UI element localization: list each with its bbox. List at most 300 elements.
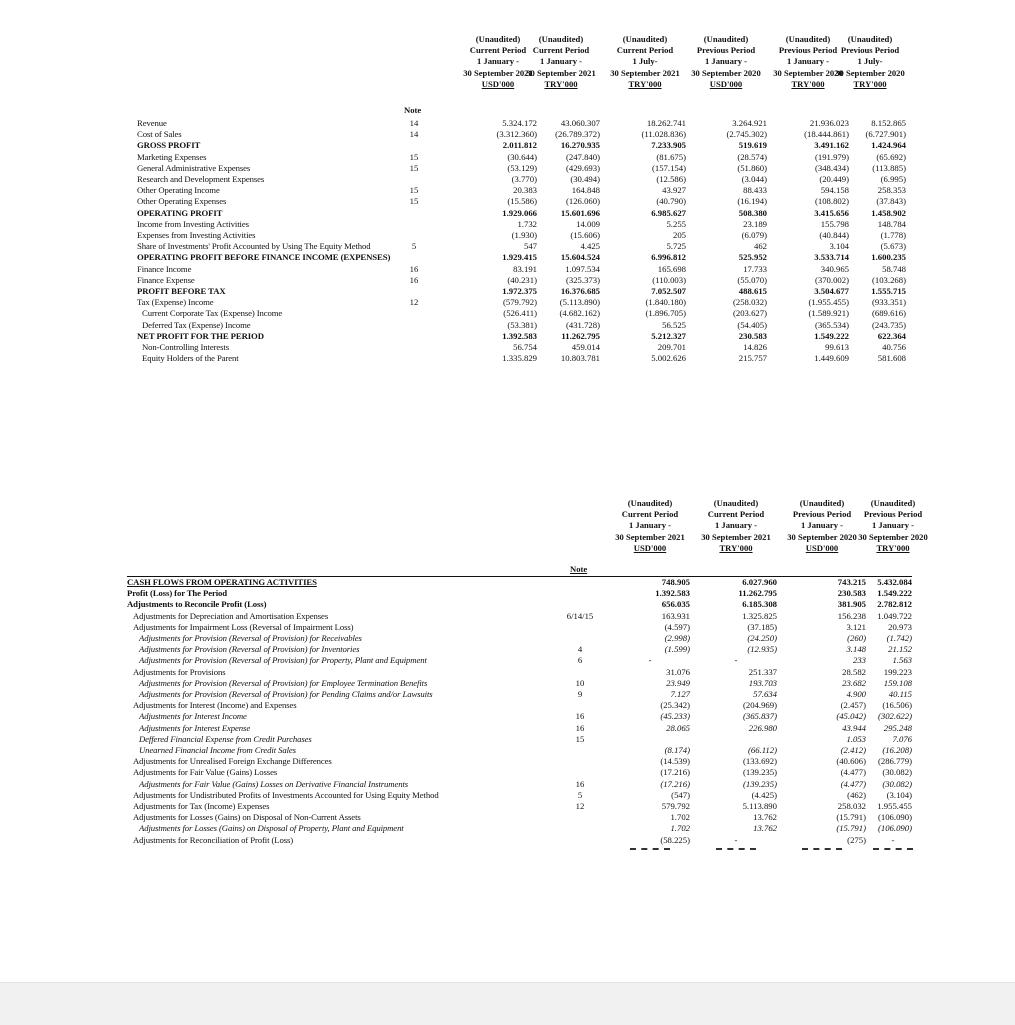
- row-value: (4.597): [664, 621, 690, 632]
- row-value: 579.792: [661, 801, 690, 811]
- row-value: 3.148: [846, 644, 866, 655]
- row-value: (1.840.180): [645, 297, 686, 308]
- row-value: (11.028.836): [641, 129, 686, 140]
- row-label: Adjustments for Provision (Reversal of Provision) for Pending Claims and/or Lawsuits: [139, 689, 433, 699]
- column-header-line: 30 September 2021: [615, 531, 685, 542]
- row-label: Tax (Expense) Income: [137, 297, 214, 308]
- row-note: 15: [409, 185, 419, 196]
- row-value: (4.477): [840, 778, 866, 789]
- row-value: (1.589.921): [808, 308, 849, 319]
- row-label: Marketing Expenses: [137, 151, 207, 162]
- row-value: 7.076: [892, 733, 912, 744]
- row-value: (133.692): [742, 756, 777, 767]
- row-note: 15: [409, 196, 419, 207]
- row-label: Adjustments to Reconcile Profit (Loss): [127, 599, 267, 610]
- row-value: 40.115: [888, 689, 912, 699]
- row-note: 15: [409, 151, 419, 162]
- note-column-header: Note: [404, 105, 422, 115]
- row-value: (275): [847, 834, 866, 845]
- row-value: (45.042): [836, 711, 866, 722]
- row-note: 10: [575, 677, 585, 688]
- row-value: 5.255: [666, 218, 686, 229]
- row-note: 6/14/15: [566, 610, 594, 621]
- column-header-line: USD'000: [633, 542, 667, 553]
- row-value: 156.238: [837, 610, 866, 621]
- row-value: 1.600.235: [871, 252, 906, 263]
- row-value: (30.082): [882, 778, 912, 789]
- note-column-header: Note: [570, 564, 588, 574]
- row-value: 16.270.935: [560, 140, 600, 151]
- row-value: 508.380: [738, 207, 767, 218]
- row-value: (579.792): [502, 297, 537, 308]
- row-label: General Administrative Expenses: [137, 162, 251, 173]
- row-value: 1.732: [517, 218, 537, 229]
- row-label: Adjustments for Interest (Income) and Expenses: [133, 700, 297, 711]
- row-label: NET PROFIT FOR THE PERIOD: [137, 330, 264, 341]
- row-value: (5.113.890): [559, 297, 600, 308]
- row-value: 519.619: [738, 140, 767, 151]
- row-label: Adjustments for Impairment Loss (Reversal of Impairment Loss): [133, 621, 354, 632]
- row-value: 56.754: [513, 342, 537, 352]
- row-value: 209.701: [657, 342, 686, 352]
- column-header-line: TRY'000: [719, 542, 753, 553]
- row-value: (81.675): [656, 151, 686, 162]
- column-header-line: (Unaudited): [622, 34, 668, 44]
- row-label: Adjustments for Depreciation and Amortisation Expenses: [133, 610, 329, 621]
- column-header: [691, 498, 781, 554]
- row-value: 3.121: [846, 621, 866, 632]
- column-header-line: USD'000: [805, 542, 839, 553]
- row-value: 4.900: [846, 689, 866, 699]
- row-value: 1.955.455: [877, 801, 912, 811]
- row-value: (15.791): [836, 812, 866, 823]
- row-note: 12: [409, 297, 419, 308]
- column-header-line: (Unaudited): [627, 498, 673, 508]
- row-value: (4.477): [840, 767, 866, 778]
- truncated-row-mark: [873, 848, 913, 850]
- column-header-line: TRY'000: [544, 78, 578, 89]
- column-header-line: USD'000: [481, 78, 515, 89]
- truncated-row-mark: [802, 848, 842, 850]
- row-value: 7.233.905: [651, 140, 686, 151]
- truncated-row-mark: [716, 848, 756, 850]
- row-value: (12.935): [747, 644, 777, 655]
- row-label: Deferred Tax (Expense) Income: [142, 319, 251, 330]
- row-value: (8.174): [664, 745, 690, 755]
- row-value: 193.703: [748, 677, 777, 688]
- column-header-line: TRY'000: [853, 78, 887, 89]
- row-value: 23.189: [743, 218, 767, 229]
- row-value: (16.208): [882, 745, 912, 755]
- row-value: (126.060): [565, 196, 600, 207]
- row-value: 5.324.172: [502, 118, 537, 128]
- column-header-line: 1 January -: [714, 520, 758, 531]
- row-value: 15.601.696: [560, 207, 600, 218]
- column-header-line: 1 January -: [800, 520, 844, 531]
- row-value: 5.212.327: [651, 330, 686, 341]
- row-value: (66.112): [747, 745, 777, 755]
- row-label: PROFIT BEFORE TAX: [137, 286, 226, 296]
- column-header-line: (Unaudited): [703, 34, 749, 44]
- row-value: 5.725: [666, 241, 686, 252]
- row-value: (16.506): [882, 700, 912, 711]
- row-value: 251.337: [748, 666, 777, 677]
- row-value: 547: [523, 241, 537, 252]
- column-header-line: Previous Period: [840, 45, 900, 56]
- row-value: (1.955.455): [808, 297, 849, 308]
- column-header-line: 30 September 2021: [610, 67, 680, 78]
- row-value: 3.533.714: [814, 252, 849, 263]
- column-header-line: (Unaudited): [785, 34, 831, 44]
- row-value: 2.011.812: [502, 140, 537, 151]
- row-value: 622.364: [877, 330, 906, 341]
- row-value: (348.434): [814, 162, 849, 173]
- column-header-line: (Unaudited): [538, 34, 584, 44]
- row-value: (3.104): [886, 789, 912, 800]
- row-label: Adjustments for Provision (Reversal of Provision) for Receivables: [139, 633, 362, 643]
- row-value: 3.264.921: [732, 118, 767, 128]
- row-value: 6.185.308: [742, 599, 777, 610]
- row-value: 164.848: [571, 185, 600, 196]
- row-value: (106.090): [877, 812, 912, 823]
- row-value: 43.060.307: [560, 118, 600, 128]
- row-value: (5.673): [880, 241, 906, 252]
- row-value: (54.405): [737, 319, 767, 330]
- row-value: 1.563: [892, 655, 912, 666]
- row-label: Adjustments for Provision (Reversal of Provision) for Employee Termination Benefits: [139, 677, 428, 688]
- column-header-line: Current Period: [621, 509, 679, 520]
- row-value: (15.606): [570, 230, 600, 240]
- row-note: 5: [577, 789, 583, 800]
- row-value: 1.549.222: [877, 588, 912, 599]
- row-value: (28.574): [737, 151, 767, 162]
- row-value: (15.791): [836, 823, 866, 834]
- row-value: 459.014: [571, 342, 600, 352]
- income-statement: [137, 34, 907, 454]
- row-value: 83.191: [513, 263, 537, 274]
- row-note: 16: [409, 274, 419, 285]
- row-value: (6.995): [880, 174, 906, 184]
- row-value: 748.905: [661, 577, 690, 587]
- row-label: Adjustments for Provisions: [133, 666, 226, 677]
- row-value: 11.262.795: [561, 330, 600, 341]
- row-value: 88.433: [743, 185, 767, 196]
- row-value: 6.027.960: [742, 577, 777, 587]
- row-value: (370.002): [814, 274, 849, 285]
- row-value: (1.742): [886, 633, 912, 643]
- row-value: (6.079): [741, 230, 767, 240]
- row-value: -: [648, 655, 652, 666]
- column-header-line: TRY'000: [791, 78, 825, 89]
- row-note: 16: [575, 711, 585, 722]
- row-label: Profit (Loss) for The Period: [127, 588, 227, 599]
- row-value: 581.608: [877, 353, 906, 364]
- row-value: 3.104: [829, 241, 849, 252]
- row-value: 743.215: [837, 577, 866, 587]
- column-header-line: Current Period: [616, 45, 674, 56]
- row-value: (108.802): [814, 196, 849, 207]
- row-label: Revenue: [137, 118, 167, 128]
- row-value: (25.342): [660, 700, 690, 711]
- row-label: Equity Holders of the Parent: [142, 353, 239, 364]
- column-header-line: (Unaudited): [870, 498, 916, 508]
- row-value: (14.539): [660, 756, 690, 767]
- row-value: 43.927: [662, 185, 686, 196]
- row-value: 21.152: [888, 644, 912, 655]
- row-value: 18.262.741: [646, 118, 686, 128]
- row-value: 155.798: [820, 218, 849, 229]
- row-label: Adjustments for Tax (Income) Expenses: [133, 801, 270, 811]
- row-value: 1.325.825: [742, 610, 777, 621]
- column-header-line: 30 September 2020: [835, 67, 905, 78]
- row-value: 230.583: [837, 588, 866, 599]
- row-label: Adjustments for Fair Value (Gains) Losses: [133, 767, 278, 778]
- row-value: (3.770): [511, 174, 537, 184]
- row-value: 20.973: [888, 621, 912, 632]
- row-value: (16.194): [737, 196, 767, 207]
- row-value: 13.762: [753, 812, 777, 823]
- row-value: 20.383: [513, 185, 537, 196]
- row-value: (431.728): [565, 319, 600, 330]
- row-value: 1.097.534: [565, 263, 600, 274]
- row-value: 14.009: [576, 218, 600, 229]
- row-label: Expenses from Investing Activities: [137, 230, 256, 240]
- row-value: (30.494): [570, 174, 600, 184]
- row-value: 15.604.524: [560, 252, 600, 263]
- row-value: 462: [753, 241, 767, 252]
- column-header-line: 30 September 2021: [463, 67, 533, 78]
- row-value: (30.082): [882, 767, 912, 778]
- row-value: 1.049.722: [877, 610, 912, 621]
- row-value: 17.733: [743, 263, 767, 274]
- column-header-line: 1 July-: [632, 56, 658, 67]
- row-value: 233: [852, 655, 866, 666]
- row-value: (139.235): [742, 767, 777, 778]
- row-value: (1.930): [511, 230, 537, 240]
- row-value: (258.032): [732, 297, 767, 308]
- row-value: 340.965: [820, 263, 849, 274]
- row-label: Share of Investments' Profit Accounted by Using The Equity Method: [137, 241, 371, 252]
- row-label: OPERATING PROFIT BEFORE FINANCE INCOME (EXPENSES): [137, 252, 391, 263]
- row-value: (18.444.861): [804, 129, 849, 140]
- cash-flow-statement: [127, 498, 928, 918]
- column-header: [518, 34, 604, 90]
- row-label: Deffered Financial Expense from Credit Purchases: [139, 733, 312, 744]
- row-label: Research and Development Expenses: [137, 174, 265, 184]
- row-value: 28.065: [666, 722, 690, 733]
- row-label: Adjustments for Provision (Reversal of Provision) for Inventories: [139, 644, 360, 655]
- column-header-line: 30 September 2020: [858, 531, 928, 542]
- row-note: 16: [575, 778, 585, 789]
- row-value: 1.335.829: [502, 353, 537, 364]
- row-value: 6.996.812: [651, 252, 686, 263]
- column-header-line: Current Period: [469, 45, 527, 56]
- column-header-line: Previous Period: [778, 45, 838, 56]
- column-header-line: 1 July-: [857, 56, 883, 67]
- row-note: 9: [577, 689, 583, 699]
- row-value: (58.225): [660, 834, 690, 845]
- column-header-line: (Unaudited): [799, 498, 845, 508]
- row-value: (12.586): [656, 174, 686, 184]
- column-header-line: 30 September 2020: [773, 67, 843, 78]
- row-value: (2.745.302): [726, 129, 767, 140]
- row-value: 525.952: [738, 252, 767, 263]
- row-label: Income from Investing Activities: [137, 218, 249, 229]
- row-value: (17.216): [660, 767, 690, 778]
- row-value: (37.843): [876, 196, 906, 207]
- truncated-row-mark: [630, 848, 670, 850]
- row-value: (302.622): [877, 711, 912, 722]
- row-value: 1.555.715: [871, 286, 906, 296]
- row-note: 16: [575, 722, 585, 733]
- row-value: (286.779): [877, 756, 912, 767]
- row-value: 656.035: [661, 599, 690, 610]
- row-value: 488.615: [738, 286, 767, 296]
- row-value: (24.250): [747, 633, 777, 643]
- row-value: (933.351): [871, 297, 906, 308]
- row-value: (243.735): [871, 319, 906, 330]
- row-value: 205: [672, 230, 686, 240]
- row-value: 43.944: [842, 722, 866, 733]
- row-value: (53.381): [507, 319, 537, 330]
- row-value: (51.860): [737, 162, 767, 173]
- column-header-line: 30 September 2020: [691, 67, 761, 78]
- column-header: [848, 498, 938, 554]
- row-value: (1.896.705): [645, 308, 686, 319]
- row-value: (17.216): [660, 778, 690, 789]
- row-value: 258.032: [837, 801, 866, 811]
- row-value: (65.692): [876, 151, 906, 162]
- row-value: 1.449.609: [814, 353, 849, 364]
- row-value: -: [891, 834, 895, 845]
- row-label: Adjustments for Losses (Gains) on Disposal of Non-Current Assets: [133, 812, 361, 823]
- row-value: 258.353: [877, 185, 906, 196]
- row-label: Adjustments for Provision (Reversal of Provision) for Property, Plant and Equipment: [139, 655, 427, 666]
- row-value: (6.727.901): [865, 129, 906, 140]
- column-header-line: 30 September 2021: [526, 67, 596, 78]
- column-header-line: 1 January -: [628, 520, 672, 531]
- row-value: (37.185): [747, 621, 777, 632]
- column-header-line: USD'000: [709, 78, 743, 89]
- row-value: 594.158: [820, 185, 849, 196]
- row-value: (462): [847, 789, 866, 800]
- row-value: 3.491.162: [814, 140, 849, 151]
- row-value: 28.582: [842, 666, 866, 677]
- row-value: 3.504.677: [814, 286, 849, 296]
- row-value: (526.411): [503, 308, 537, 319]
- row-label: CASH FLOWS FROM OPERATING ACTIVITIES: [127, 577, 317, 587]
- row-label: Other Operating Income: [137, 185, 220, 196]
- row-value: 1.458.902: [871, 207, 906, 218]
- viewer-bottom-bar: [0, 982, 1015, 1025]
- row-value: (2.412): [840, 745, 866, 755]
- row-value: (110.003): [652, 274, 686, 285]
- row-label: Adjustments for Reconciliation of Profit (Loss): [133, 834, 294, 845]
- row-note: 16: [409, 263, 419, 274]
- column-header: [683, 34, 769, 90]
- row-value: 1.549.222: [814, 330, 849, 341]
- row-value: 1.972.375: [502, 286, 537, 296]
- column-header: [605, 498, 695, 554]
- row-label: Current Corporate Tax (Expense) Income: [142, 308, 283, 319]
- row-label: Adjustments for Interest Income: [139, 711, 247, 722]
- row-value: 1.702: [670, 823, 690, 834]
- row-value: 148.784: [877, 218, 906, 229]
- row-value: 57.634: [753, 689, 777, 699]
- column-header-line: 1 January -: [539, 56, 583, 67]
- row-label: Finance Income: [137, 263, 192, 274]
- column-header-line: 1 January -: [871, 520, 915, 531]
- row-value: (40.606): [836, 756, 866, 767]
- row-value: 13.762: [753, 823, 777, 834]
- row-value: 8.152.865: [871, 118, 906, 128]
- row-value: 31.076: [666, 666, 690, 677]
- column-header-line: 1 January -: [786, 56, 830, 67]
- row-label: GROSS PROFIT: [137, 140, 201, 151]
- row-value: (40.790): [656, 196, 686, 207]
- column-header-line: 1 January -: [476, 56, 520, 67]
- column-header-line: Current Period: [707, 509, 765, 520]
- column-header-line: 30 September 2021: [701, 531, 771, 542]
- row-value: (40.844): [819, 230, 849, 240]
- row-value: 99.613: [825, 342, 849, 352]
- row-label: Non-Controlling Interests: [142, 342, 230, 352]
- row-value: (325.373): [565, 274, 600, 285]
- row-value: 5.113.890: [742, 801, 777, 811]
- row-value: (2.457): [840, 700, 866, 711]
- row-value: 226.980: [748, 722, 777, 733]
- column-header-line: 1 January -: [704, 56, 748, 67]
- row-note: 6: [577, 655, 583, 666]
- row-label: Adjustments for Unrealised Foreign Exchange Differences: [133, 756, 332, 767]
- row-value: (1.599): [664, 644, 690, 655]
- row-value: (191.979): [814, 151, 849, 162]
- row-value: (20.449): [819, 174, 849, 184]
- column-header: [602, 34, 688, 90]
- row-value: 1.929.415: [502, 252, 537, 263]
- row-value: (30.644): [507, 151, 537, 162]
- row-value: 4.425: [580, 241, 600, 252]
- row-value: (4.682.162): [559, 308, 600, 319]
- row-value: (106.090): [877, 823, 912, 834]
- row-value: (55.070): [737, 274, 767, 285]
- row-value: 159.108: [883, 677, 912, 688]
- row-value: (139.235): [742, 778, 777, 789]
- row-label: Finance Expense: [137, 274, 195, 285]
- row-note: 12: [575, 801, 585, 811]
- row-label: Unearned Financial Income from Credit Sales: [139, 745, 296, 755]
- row-value: 16.376.685: [560, 286, 600, 296]
- row-value: 7.052.507: [651, 286, 686, 296]
- row-value: 40.756: [882, 342, 906, 352]
- row-value: (429.693): [565, 162, 600, 173]
- row-label: Adjustments for Losses (Gains) on Disposal of Property, Plant and Equipment: [139, 823, 404, 834]
- row-note: 15: [575, 733, 585, 744]
- row-value: 23.949: [666, 677, 690, 688]
- row-value: 199.223: [883, 666, 912, 677]
- row-value: (45.233): [660, 711, 690, 722]
- row-value: 163.931: [661, 610, 690, 621]
- row-value: 58.748: [882, 263, 906, 274]
- row-value: (260): [847, 633, 866, 643]
- row-value: (689.616): [871, 308, 906, 319]
- row-label: Adjustments for Fair Value (Gains) Losses on Derivative Financial Instruments: [139, 778, 409, 789]
- row-value: (365.534): [814, 319, 849, 330]
- row-value: 56.525: [662, 319, 686, 330]
- row-value: (1.778): [880, 230, 906, 240]
- row-note: 14: [409, 118, 419, 128]
- column-header-line: Previous Period: [792, 509, 852, 520]
